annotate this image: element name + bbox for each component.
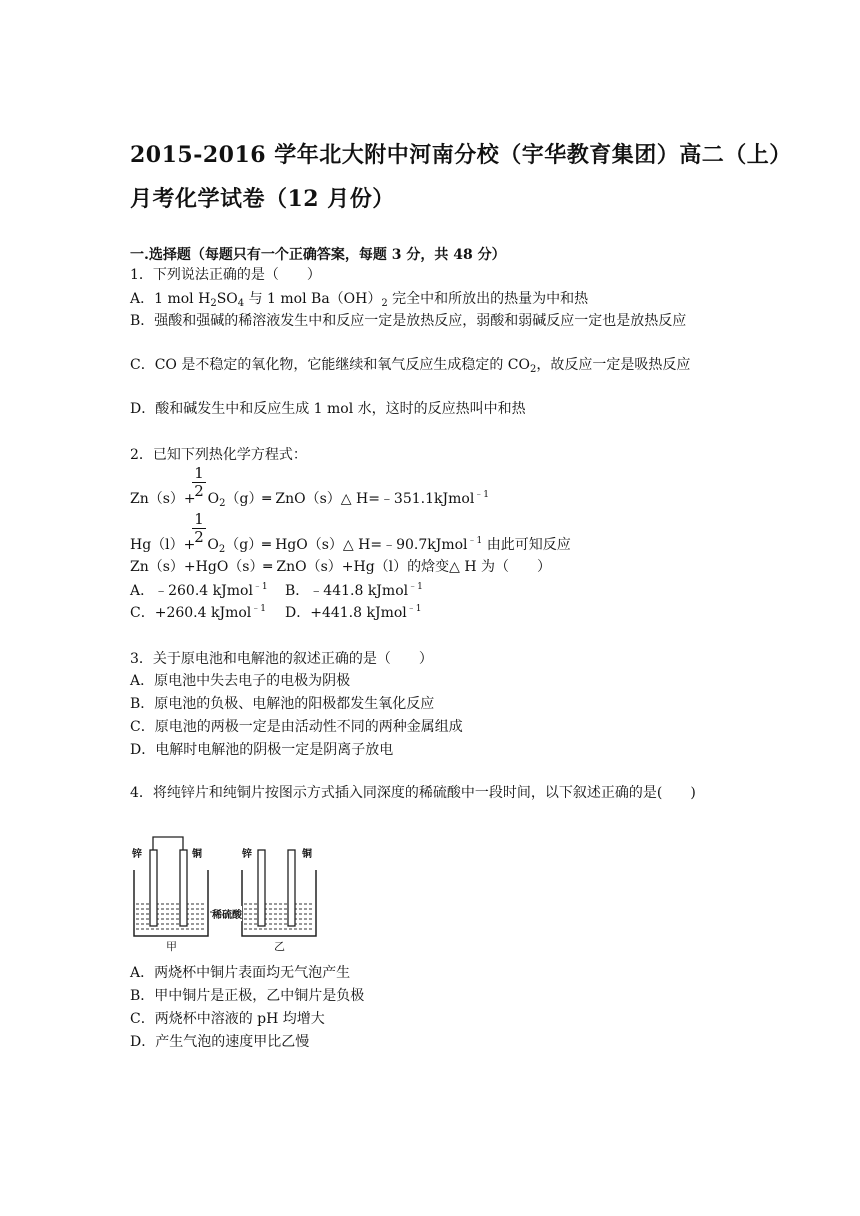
beaker-1-copper-plate	[180, 850, 187, 926]
beaker-1-wire	[153, 837, 183, 850]
page-title-line2: 月考化学试卷（12 月份）	[130, 186, 395, 212]
q3-option-d: D．电解时电解池的阴极一定是阴离子放电	[130, 742, 394, 758]
q4-option-b: B．甲中铜片是正极，乙中铜片是负极	[130, 988, 365, 1004]
q1-option-a: A．1 mol $H_2SO_4$ 与 1 mol $Ba(OH)_2$ 完全中和所放出的热量为中和热	[130, 291, 589, 309]
q3-stem: 3．关于原电池和电解池的叙述正确的是（ ）	[130, 651, 433, 667]
q4-option-a: A．两烧杯中铜片表面均无气泡产生	[130, 965, 351, 981]
beaker-2-body	[242, 870, 316, 936]
fig-label-zinc-1: 锌	[132, 849, 142, 860]
q4-stem: 4．将纯锌片和纯铜片按图示方式插入同深度的稀硫酸中一段时间，以下叙述正确的是( )	[130, 785, 696, 801]
q1-stem: 1．下列说法正确的是（ ）	[130, 267, 321, 283]
beaker-2-zinc-plate	[258, 850, 265, 926]
beaker-1-liquid	[136, 904, 206, 929]
q1-option-c: C．CO 是不稳定的氧化物，它能继续和氧气反应生成稳定的 $CO_2$，故反应一定是吸热反应	[130, 357, 691, 375]
q2-option-b: B．﹣441.8 kJmol$^{﹣1}$	[285, 582, 423, 599]
q2-equation-2: $Hg(l)+ O_2(g)═$ HgO（s）△ H=﹣90.7kJmol$^{﹣1}$ 由此可知反应	[130, 536, 571, 555]
q3-option-c: C．原电池的两极一定是由活动性不同的两种金属组成	[130, 719, 463, 735]
fig-label-copper-2: 铜	[302, 849, 312, 860]
section-header: 一.选择题（每题只有一个正确答案，每题 3 分，共 48 分）	[130, 247, 506, 263]
q2-option-c: C．+260.4 kJmol$^{﹣1}$	[130, 604, 266, 621]
page-title-line1: 2015-2016 学年北大附中河南分校（宇华教育集团）高二（上）	[130, 142, 792, 168]
q2-stem: 2．已知下列热化学方程式：	[130, 447, 307, 463]
fig-label-dilute-sulfuric-acid: 稀硫酸	[212, 906, 242, 921]
q4-option-d: D．产生气泡的速度甲比乙慢	[130, 1034, 310, 1050]
q1-option-d: D．酸和碱发生中和反应生成 1 mol 水，这时的反应热叫中和热	[130, 401, 526, 417]
q2-option-a: A．﹣260.4 kJmol$^{﹣1}$	[130, 582, 268, 599]
fig-label-beaker-jia: 甲	[166, 940, 177, 953]
beaker-1-body	[134, 870, 208, 936]
beaker-1-zinc-plate	[150, 850, 157, 926]
beaker-2-liquid	[244, 904, 314, 929]
fig-label-beaker-yi: 乙	[274, 940, 285, 953]
q4-option-c: C．两烧杯中溶液的 pH 均增大	[130, 1011, 325, 1027]
q3-option-a: A．原电池中失去电子的电极为阴极	[130, 673, 351, 689]
q2-equation-3: Zn（s）+HgO（s）═ ZnO（s）+Hg（l）的焓变△ H 为（ ）	[130, 559, 552, 575]
q2-eq2-fraction: 1 2	[192, 512, 206, 545]
beaker-2-copper-plate	[288, 850, 295, 926]
q2-eq1-fraction: 1 2	[192, 466, 206, 499]
q4-beaker-figure	[130, 832, 320, 958]
q1-option-b: B．强酸和强碱的稀溶液发生中和反应一定是放热反应，弱酸和弱碱反应一定也是放热反应	[130, 313, 687, 329]
fig-label-copper-1: 铜	[192, 849, 202, 860]
beaker-diagram	[130, 832, 320, 954]
fig-label-zinc-2: 锌	[242, 849, 252, 860]
q2-equation-1: $Zn(s)+ O_2(g)═$ ZnO（s）△ H=﹣351.1kJmol$^{﹣1}$	[130, 490, 490, 509]
q2-option-d: D．+441.8 kJmol$^{﹣1}$	[285, 604, 422, 621]
q3-option-b: B．原电池的负极、电解池的阳极都发生氧化反应	[130, 696, 435, 712]
